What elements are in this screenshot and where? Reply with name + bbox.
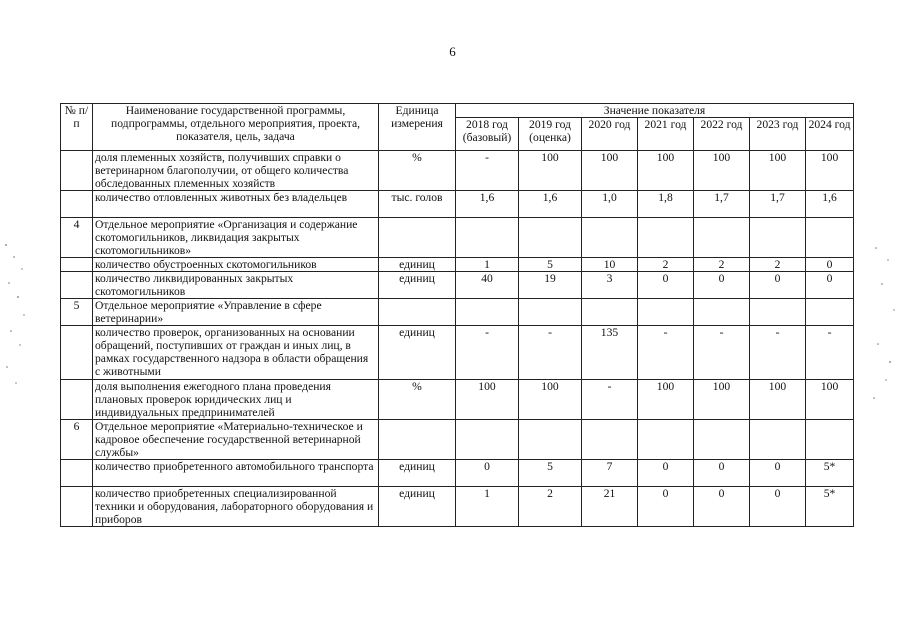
row-value-2 bbox=[582, 420, 638, 460]
header-year-4: 2022 год bbox=[694, 118, 750, 151]
row-name: Отдельное мероприятие «Материально-техническое и кадровое обеспечение государственной ветеринарной службы» bbox=[93, 420, 379, 460]
row-value-0: 40 bbox=[456, 272, 519, 299]
table-row bbox=[61, 299, 854, 326]
row-name: количество обустроенных скотомогильников bbox=[93, 258, 379, 272]
header-year-1: 2019 год (оценка) bbox=[519, 118, 582, 151]
row-value-6 bbox=[806, 299, 854, 326]
row-unit bbox=[379, 299, 456, 326]
row-value-1 bbox=[519, 218, 582, 258]
scan-noise-icon bbox=[2, 235, 32, 395]
row-name: количество проверок, организованных на основании обращений, поступивших от граждан и иных лиц, в рамках государственного надзора в области обращения с животными bbox=[93, 326, 379, 380]
table-row bbox=[61, 487, 854, 527]
row-number: 6 bbox=[61, 420, 93, 460]
row-value-6: 0 bbox=[806, 258, 854, 272]
row-value-6: 0 bbox=[806, 272, 854, 299]
row-value-4: 0 bbox=[694, 460, 750, 487]
row-value-5 bbox=[750, 218, 806, 258]
row-value-2 bbox=[582, 218, 638, 258]
header-values-title: Значение показателя bbox=[456, 104, 854, 118]
row-value-1 bbox=[519, 420, 582, 460]
row-value-5: 1,7 bbox=[750, 191, 806, 218]
row-value-0: - bbox=[456, 326, 519, 380]
row-value-3 bbox=[638, 299, 694, 326]
row-value-5: - bbox=[750, 326, 806, 380]
row-value-5: 2 bbox=[750, 258, 806, 272]
row-number bbox=[61, 380, 93, 420]
row-unit: % bbox=[379, 380, 456, 420]
row-value-6 bbox=[806, 218, 854, 258]
row-value-1: 100 bbox=[519, 151, 582, 191]
row-number: 5 bbox=[61, 299, 93, 326]
row-name: количество приобретенных специализированной техники и оборудования, лабораторного оборудования и приборов bbox=[93, 487, 379, 527]
row-value-1: 2 bbox=[519, 487, 582, 527]
row-number bbox=[61, 258, 93, 272]
row-value-5: 100 bbox=[750, 380, 806, 420]
row-number: 4 bbox=[61, 218, 93, 258]
row-value-0 bbox=[456, 299, 519, 326]
row-unit: единиц bbox=[379, 326, 456, 380]
row-value-4: 0 bbox=[694, 272, 750, 299]
row-value-2: 100 bbox=[582, 151, 638, 191]
table-row bbox=[61, 258, 854, 272]
row-value-3: 0 bbox=[638, 460, 694, 487]
row-value-2: 3 bbox=[582, 272, 638, 299]
row-value-1: 5 bbox=[519, 460, 582, 487]
row-value-3 bbox=[638, 420, 694, 460]
row-value-4 bbox=[694, 299, 750, 326]
row-value-2: 1,0 bbox=[582, 191, 638, 218]
row-number bbox=[61, 487, 93, 527]
row-value-0: 0 bbox=[456, 460, 519, 487]
row-value-1: - bbox=[519, 326, 582, 380]
header-name: Наименование государственной программы, подпрограммы, отдельного мероприятия, проекта, показателя, цель, задача bbox=[93, 104, 379, 151]
row-unit: тыс. голов bbox=[379, 191, 456, 218]
header-year-0: 2018 год (базовый) bbox=[456, 118, 519, 151]
table-row bbox=[61, 151, 854, 191]
row-unit: единиц bbox=[379, 272, 456, 299]
header-year-5: 2023 год bbox=[750, 118, 806, 151]
row-unit bbox=[379, 218, 456, 258]
row-number bbox=[61, 272, 93, 299]
row-value-2: 21 bbox=[582, 487, 638, 527]
row-value-0: 1 bbox=[456, 487, 519, 527]
row-value-5: 0 bbox=[750, 460, 806, 487]
row-value-6: 5* bbox=[806, 487, 854, 527]
header-year-2: 2020 год bbox=[582, 118, 638, 151]
row-value-5: 100 bbox=[750, 151, 806, 191]
row-unit: единиц bbox=[379, 258, 456, 272]
row-value-6 bbox=[806, 420, 854, 460]
row-value-4: 100 bbox=[694, 151, 750, 191]
row-value-1 bbox=[519, 299, 582, 326]
row-name: количество приобретенного автомобильного транспорта bbox=[93, 460, 379, 487]
table-row bbox=[61, 380, 854, 420]
page-number: 6 bbox=[449, 44, 456, 59]
row-value-4: 100 bbox=[694, 380, 750, 420]
row-value-2: 10 bbox=[582, 258, 638, 272]
row-name: Отдельное мероприятие «Организация и содержание скотомогильников, ликвидация закрытых скотомогильников» bbox=[93, 218, 379, 258]
row-value-1: 5 bbox=[519, 258, 582, 272]
row-value-3 bbox=[638, 218, 694, 258]
header-year-3: 2021 год bbox=[638, 118, 694, 151]
table-row bbox=[61, 191, 854, 218]
row-unit: % bbox=[379, 151, 456, 191]
table-row bbox=[61, 460, 854, 487]
row-value-2: 135 bbox=[582, 326, 638, 380]
row-name: количество ликвидированных закрытых скотомогильников bbox=[93, 272, 379, 299]
table-row bbox=[61, 272, 854, 299]
table-row bbox=[61, 218, 854, 258]
scan-specks-left bbox=[2, 235, 32, 395]
row-value-4: 2 bbox=[694, 258, 750, 272]
row-value-0: 100 bbox=[456, 380, 519, 420]
row-number bbox=[61, 191, 93, 218]
row-value-3: - bbox=[638, 326, 694, 380]
row-value-6: 1,6 bbox=[806, 191, 854, 218]
row-value-4: - bbox=[694, 326, 750, 380]
row-number bbox=[61, 151, 93, 191]
row-value-2: 7 bbox=[582, 460, 638, 487]
row-value-4 bbox=[694, 420, 750, 460]
row-value-6: 100 bbox=[806, 380, 854, 420]
row-name: количество отловленных животных без владельцев bbox=[93, 191, 379, 218]
table-row bbox=[61, 420, 854, 460]
row-value-4: 0 bbox=[694, 487, 750, 527]
row-name: доля выполнения ежегодного плана проведения плановых проверок юридических лиц и индивидуальных предпринимателей bbox=[93, 380, 379, 420]
row-value-0: - bbox=[456, 151, 519, 191]
row-value-1: 19 bbox=[519, 272, 582, 299]
row-value-0: 1,6 bbox=[456, 191, 519, 218]
header-unit: Единица измерения bbox=[379, 104, 456, 151]
row-unit bbox=[379, 420, 456, 460]
row-number bbox=[61, 326, 93, 380]
scan-noise-icon bbox=[868, 240, 902, 410]
row-value-3: 0 bbox=[638, 487, 694, 527]
row-value-0 bbox=[456, 218, 519, 258]
row-value-1: 1,6 bbox=[519, 191, 582, 218]
row-name: Отдельное мероприятие «Управление в сфере ветеринарии» bbox=[93, 299, 379, 326]
row-value-3: 1,8 bbox=[638, 191, 694, 218]
row-unit: единиц bbox=[379, 460, 456, 487]
row-value-1: 100 bbox=[519, 380, 582, 420]
row-value-2 bbox=[582, 299, 638, 326]
row-value-5 bbox=[750, 299, 806, 326]
row-number bbox=[61, 460, 93, 487]
row-value-2: - bbox=[582, 380, 638, 420]
row-value-5: 0 bbox=[750, 487, 806, 527]
row-unit: единиц bbox=[379, 487, 456, 527]
table-row bbox=[61, 326, 854, 380]
row-name: доля племенных хозяйств, получивших справки о ветеринарном благополучии, от общего количества обследованных племенных хозяйств bbox=[93, 151, 379, 191]
row-value-5: 0 bbox=[750, 272, 806, 299]
row-value-4: 1,7 bbox=[694, 191, 750, 218]
row-value-6: 5* bbox=[806, 460, 854, 487]
row-value-0 bbox=[456, 420, 519, 460]
row-value-3: 100 bbox=[638, 380, 694, 420]
row-value-3: 100 bbox=[638, 151, 694, 191]
row-value-5 bbox=[750, 420, 806, 460]
indicators-table bbox=[60, 103, 854, 527]
header-year-6: 2024 год bbox=[806, 118, 854, 151]
header-num: № п/п bbox=[61, 104, 93, 151]
row-value-6: - bbox=[806, 326, 854, 380]
row-value-3: 2 bbox=[638, 258, 694, 272]
row-value-3: 0 bbox=[638, 272, 694, 299]
row-value-6: 100 bbox=[806, 151, 854, 191]
row-value-0: 1 bbox=[456, 258, 519, 272]
scan-specks-right bbox=[868, 240, 902, 410]
row-value-4 bbox=[694, 218, 750, 258]
